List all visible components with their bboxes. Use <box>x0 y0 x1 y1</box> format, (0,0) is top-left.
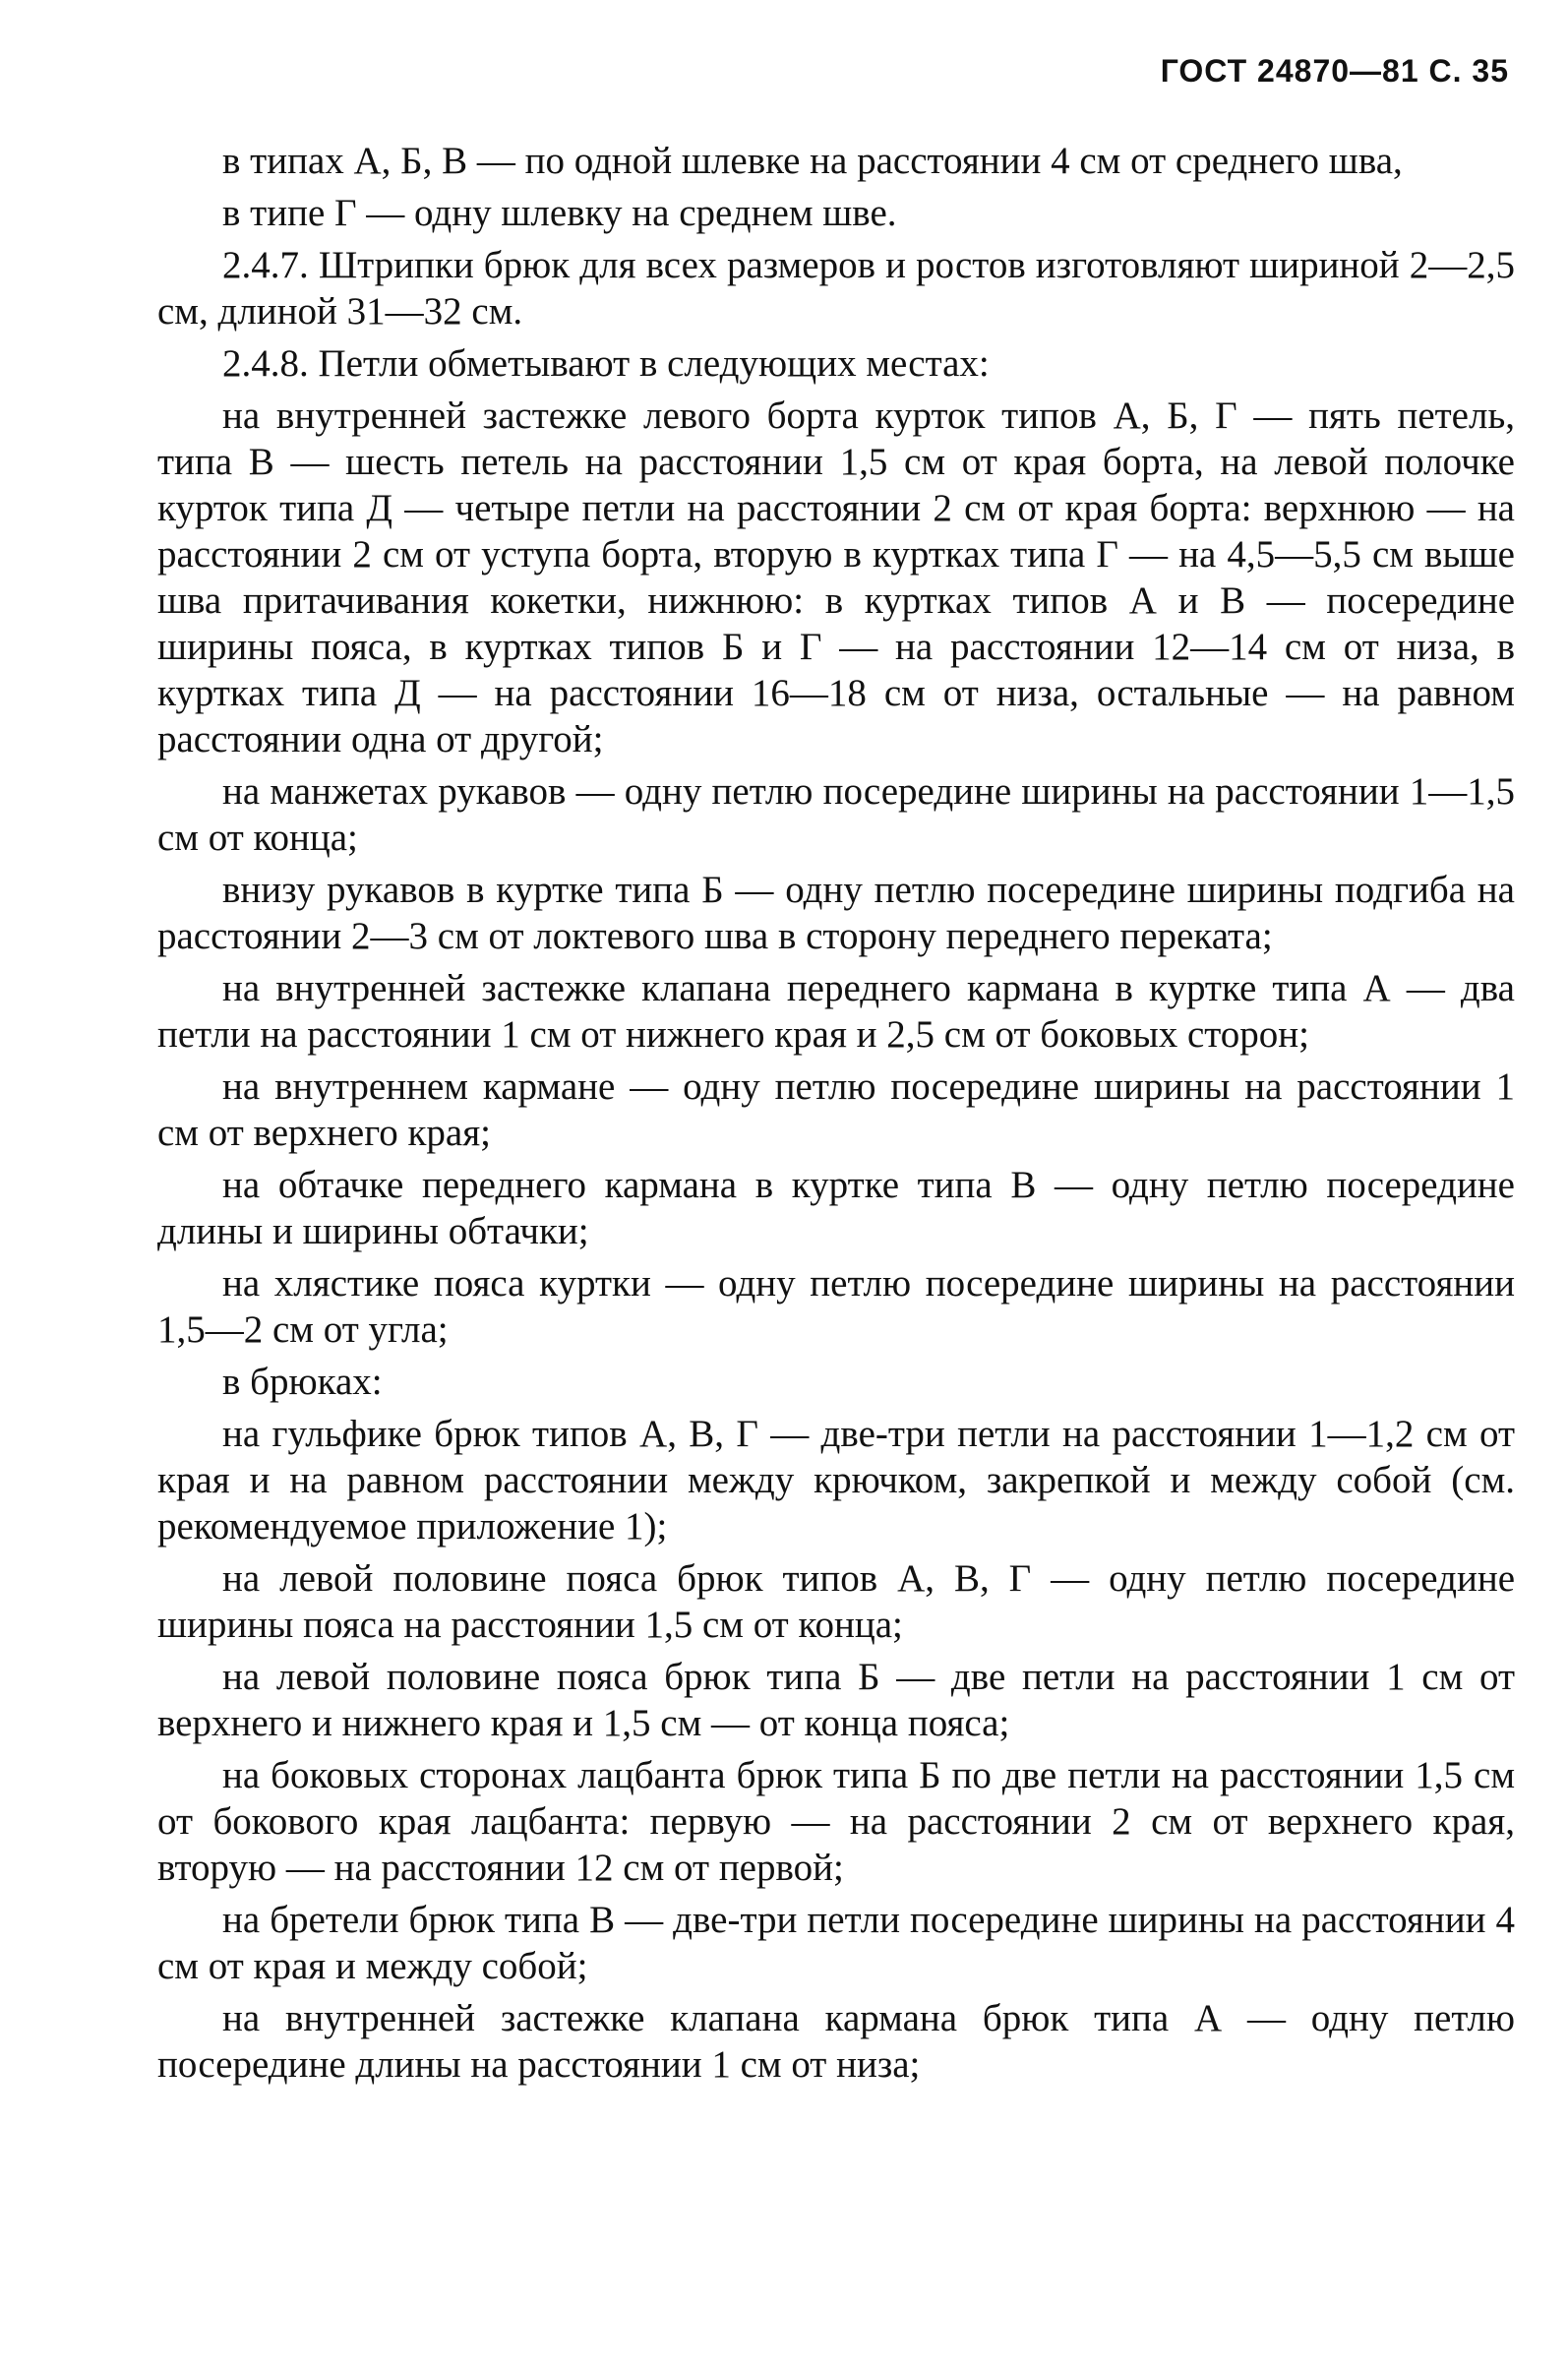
page-content <box>157 138 1515 2094</box>
paragraph: в брюках: <box>222 1361 383 1403</box>
paragraph: на внутренней застежке клапана кармана брюк типа А — одну петлю посередине длины на расстоянии 1 см от низа; <box>157 1997 1515 2086</box>
paragraph: внизу рукавов в куртке типа Б — одну петлю посередине ширины подгиба на расстоянии 2—3 см от локтевого шва в сторону переднего переката; <box>157 869 1515 957</box>
paragraph: 2.4.7. Штрипки брюк для всех размеров и ростов изготовляют шириной 2—2,5 см, длиной 31—32 см. <box>157 244 1515 333</box>
paragraph: на бретели брюк типа В — две-три петли посередине ширины на расстоянии 4 см от края и между собой; <box>157 1899 1515 1987</box>
paragraph: на внутреннем кармане — одну петлю посередине ширины на расстоянии 1 см от верхнего края; <box>157 1065 1515 1154</box>
paragraph: на гульфике брюк типов А, В, Г — две-три петли на расстоянии 1—1,2 см от края и на равном расстоянии между крючком, закрепкой и между собой (см. рекомендуемое приложение 1); <box>157 1413 1515 1548</box>
paragraph: на боковых сторонах лацбанта брюк типа Б по две петли на расстоянии 1,5 см от бокового края лацбанта: первую — на расстоянии 2 см от верхнего края, вторую — на расстоянии 12 см от первой; <box>157 1754 1515 1889</box>
paragraph: в типе Г — одну шлевку на среднем шве. <box>222 192 897 234</box>
page-header: ГОСТ 24870—81 С. 35 <box>1160 53 1509 89</box>
paragraph: 2.4.8. Петли обметывают в следующих местах: <box>222 342 990 385</box>
paragraph: на манжетах рукавов — одну петлю посередине ширины на расстоянии 1—1,5 см от конца; <box>157 770 1515 859</box>
paragraph: на левой половине пояса брюк типов А, В, Г — одну петлю посередине ширины пояса на расстоянии 1,5 см от конца; <box>157 1557 1515 1646</box>
paragraph: на внутренней застежке левого борта курток типов А, Б, Г — пять петель, типа В — шесть петель на расстоянии 1,5 см от края борта, на левой полочке курток типа Д — четыре петли на расстоянии 2 см от края борта: верхнюю — на расстоянии 2 см от уступа борта, вторую в куртках типа Г — на 4,5—5,5 см выше шва притачивания кокетки, нижнюю: в куртках типов А и В — посередине ширины пояса, в куртках типов Б и Г — на расстоянии 12—14 см от низа, в куртках типа Д — на расстоянии 16—18 см от низа, остальные — на равном расстоянии одна от другой; <box>157 394 1515 760</box>
paragraph: на обтачке переднего кармана в куртке типа В — одну петлю посередине длины и ширины обтачки; <box>157 1164 1515 1252</box>
paragraph: на хлястике пояса куртки — одну петлю посередине ширины на расстоянии 1,5—2 см от угла; <box>157 1262 1515 1351</box>
paragraph: на левой половине пояса брюк типа Б — две петли на расстоянии 1 см от верхнего и нижнего края и 1,5 см — от конца пояса; <box>157 1656 1515 1744</box>
paragraph: на внутренней застежке клапана переднего кармана в куртке типа А — два петли на расстоянии 1 см от нижнего края и 2,5 см от боковых сторон; <box>157 967 1515 1056</box>
paragraph: в типах А, Б, В — по одной шлевке на расстоянии 4 см от среднего шва, <box>222 140 1403 182</box>
